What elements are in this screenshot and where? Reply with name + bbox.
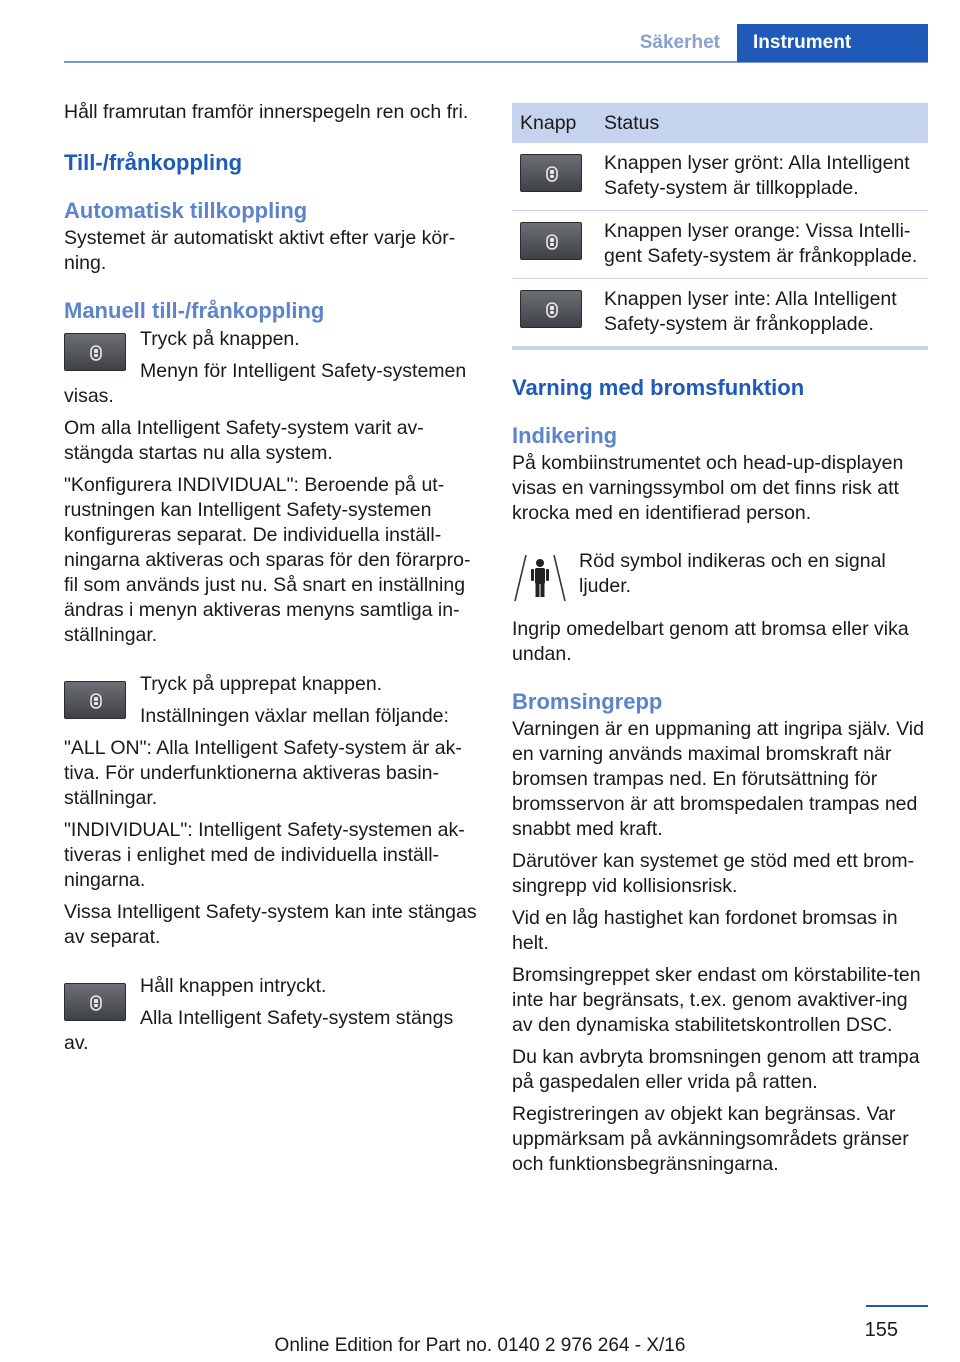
footer-rule [866, 1305, 928, 1307]
braking-text-6: Registreringen av objekt kan begränsas. Var uppmärksam på avkänningsområdets gränser och funktionsbegränsningarna. [512, 1103, 909, 1175]
braking-text-3: Vid en låg hastighet kan fordonet bromsas in helt. [512, 907, 898, 954]
intervene-text: Ingrip omedelbart genom att bromsa eller vika undan. [512, 618, 909, 665]
press-button-row [64, 327, 480, 384]
braking-text-5: Du kan avbryta bromsningen genom att trampa på gaspedalen eller vrida på ratten. [512, 1046, 920, 1093]
button-status-table [512, 103, 928, 350]
safety-button-icon [520, 222, 582, 260]
menu-shown-cont: visas. [64, 385, 114, 407]
heading-auto: Automatisk tillkoppling [64, 198, 308, 223]
heading-onoff: Till-/frånkoppling [64, 150, 243, 175]
edition-footer: Online Edition for Part no. 0140 2 976 264 - X/16 [274, 1335, 686, 1356]
braking-text-2: Därutöver kan systemet ge stöd med ett brom-singrepp vid kollisionsrisk. [512, 850, 915, 897]
intro-text: Håll framrutan framför innerspegeln ren och fri. [64, 101, 469, 123]
all-on-text: "ALL ON": Alla Intelligent Safety-system är ak-tiva. För underfunktionerna aktiveras basin-ställningar. [64, 737, 462, 809]
heading-braking: Bromsingrepp [512, 689, 663, 714]
hold-button-row [64, 974, 480, 1031]
left-column [64, 100, 480, 1063]
safety-button-icon [520, 154, 582, 192]
table-cell-status: Knappen lyser orange: Vissa Intelli-gent Safety-system är frånkopplade. [596, 211, 928, 279]
table-cell-button [512, 211, 596, 279]
table-cell-status: Knappen lyser grönt: Alla Intelligent Safety-system är tillkopplade. [596, 143, 928, 211]
all-off-final-text: Alla Intelligent Safety-system stängs [140, 1007, 454, 1029]
indication-text: På kombiinstrumentet och head-up-displayen visas en varningssymbol om det finns risk att krocka med en identifierad person. [512, 452, 904, 524]
safety-button-icon [520, 290, 582, 328]
table-row [512, 279, 928, 349]
table-cell-button [512, 279, 596, 349]
right-column [512, 103, 928, 1184]
press-repeat-text: Tryck på upprepat knappen. [140, 673, 383, 695]
toggle-text: Inställningen växlar mellan följande: [140, 705, 449, 727]
hold-button-text: Håll knappen intryckt. [140, 975, 327, 997]
safety-button-icon [64, 681, 126, 719]
table-cell-button [512, 143, 596, 211]
braking-text-1: Varningen är en uppmaning att ingripa själv. Vid en varning används maximal bromskraft när bromsen trampas ned. En förutsättning för bromsservon är att bromspedalen trampas ned snabbt med kraft. [512, 718, 924, 840]
configure-text: "Konfigurera INDIVIDUAL": Beroende på ut-rustningen kan Intelligent Safety-systemen konfigureras separat. De individuella inställ-ningarna aktiveras och sparas för den förarpro-fil som används just nu. Så snart en inställning ändras i menyn aktiveras menyns samtliga in-ställningar. [64, 474, 471, 646]
all-off-final-cont: av. [64, 1032, 89, 1054]
all-off-text: Om alla Intelligent Safety-system varit av-stängda startas nu alla system. [64, 417, 424, 464]
safety-button-icon [64, 333, 126, 371]
press-button-text: Tryck på knappen. [140, 328, 300, 350]
heading-manual: Manuell till-/frånkoppling [64, 298, 325, 323]
table-row [512, 143, 928, 211]
heading-indication: Indikering [512, 423, 618, 448]
table-header-row [512, 103, 928, 143]
red-symbol-text: Röd symbol indikeras och en signal ljuder. [579, 550, 886, 597]
braking-text-4: Bromsingreppet sker endast om körstabilite-ten inte har begränsats, t.ex. genom avaktiver-ing av den dynamiska stabilitetskontrollen DSC. [512, 964, 921, 1036]
safety-button-icon [64, 983, 126, 1021]
menu-shown-text: Menyn för Intelligent Safety-systemen [140, 360, 467, 382]
table-row [512, 211, 928, 279]
page-header [0, 0, 960, 62]
page-number: 155 [864, 1319, 898, 1341]
header-section[interactable]: Säkerhet [639, 32, 720, 53]
press-repeat-row [64, 672, 480, 729]
col-header-status: Status [596, 103, 928, 143]
header-tab-instrument[interactable]: Instrument [737, 24, 928, 62]
heading-warning: Varning med bromsfunktion [512, 375, 805, 400]
pedestrian-warning-icon [512, 549, 568, 605]
auto-text: Systemet är automatiskt aktivt efter varje kör-ning. [64, 227, 456, 274]
individual-text: "INDIVIDUAL": Intelligent Safety-systemen ak-tiveras i enlighet med de individuella inställ-ningarna. [64, 819, 465, 891]
warning-symbol-row [512, 549, 928, 609]
col-header-button: Knapp [512, 103, 596, 143]
table-cell-status: Knappen lyser inte: Alla Intelligent Safety-system är frånkopplade. [596, 279, 928, 349]
some-cannot-text: Vissa Intelligent Safety-system kan inte stängas av separat. [64, 901, 477, 948]
